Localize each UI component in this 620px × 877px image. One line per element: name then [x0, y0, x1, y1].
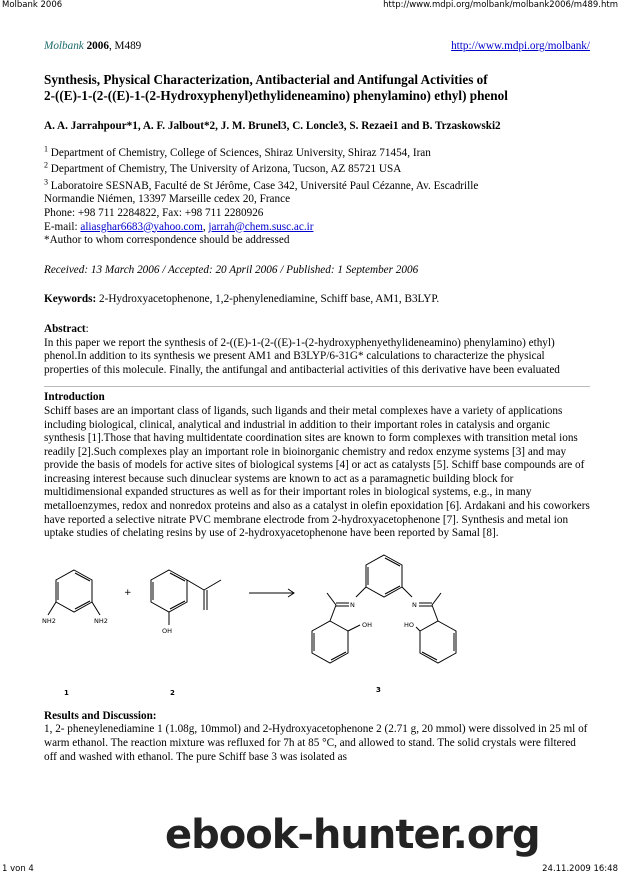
- contact-email: E-mail: aliasghar6683@yahoo.com, jarrah@chem.susc.ac.ir: [44, 220, 314, 233]
- compound-label-1: 1: [64, 688, 69, 697]
- plus-sign: +: [124, 587, 132, 598]
- oh-label: OH: [162, 626, 173, 635]
- ho-label-product: HO: [404, 620, 415, 629]
- browser-header-title: Molbank 2006: [2, 0, 63, 10]
- results-heading: Results and Discussion:: [44, 709, 157, 722]
- article-dates: Received: 13 March 2006 / Accepted: 20 April 2006 / Published: 1 September 2006: [44, 263, 419, 276]
- oh-label-product: OH: [362, 620, 373, 629]
- authors: A. A. Jarrahpour*1, A. F. Jalbout*2, J. M. Brunel3, C. Loncle3, S. Rezaei1 and B. Trzaskowski2: [44, 120, 501, 132]
- browser-footer-page: 1 von 4: [2, 864, 34, 874]
- introduction-text: Schiff bases are an important class of ligands, such ligands and their metal complexes have a variety of applications including biological, clinical, analytical and industrial in addition to their important roles in catalysis and organic synthesis [1].Those that having multidentate coordination sites are known to form complexes with transition metal ions readily [2].Such complexes play an important role in bioinorganic chemistry and redox enzyme systems [3] and may provide the basis of models for active sites of biological systems [4] or act as catalysts [5]. Schiff base compounds are of increasing interest because such dinuclear systems are known to act as a paramagnetic building block for multidimensional expanded structures as well as for their important roles in biological systems, e.g., in many metalloenzymes, redox and nonredox proteins and also as a catalyst in olefin epoxidation [6]. Ardakani and his coworkers have reported a selective nitrate PVC membrane electrode from 2-hydroxyacetophenone [7]. Synthesis and metal ion uptake studies of chelating resins by use of 2-hydroxyacetophenone have been reported by Samal [8].: [44, 404, 590, 540]
- reaction-scheme-drawing: [44, 555, 590, 705]
- browser-footer-timestamp: 24.11.2009 16:48: [542, 864, 618, 874]
- title-line-1: Synthesis, Physical Characterization, Antibacterial and Antifungal Activities of: [44, 72, 488, 87]
- introduction-heading: Introduction: [44, 391, 105, 404]
- email-link-1[interactable]: aliasghar6683@yahoo.com: [80, 220, 203, 233]
- abstract-heading: Abstract:: [44, 322, 89, 335]
- section-divider: [44, 386, 590, 387]
- article: [44, 40, 590, 764]
- abstract-text: In this paper we report the synthesis of 2-((E)-1-(2-((E)-1-(2-hydroxyphenyethylideneamino) phenylamino) ethyl) phenol.In addition to its synthesis we present AM1 and B3LYP/6-31G* calculations to characterize the physical properties of this molecule. Finally, the antifungal and antibacterial activities of this derivative have been evaluated: [44, 336, 560, 376]
- title-line-2: 2-((E)-1-(2-((E)-1-(2-Hydroxyphenyl)ethylideneamino) phenylamino) ethyl) phenol: [44, 88, 508, 103]
- nh2-label-right: NH2: [94, 616, 108, 625]
- contact-phone: Phone: +98 711 2284822, Fax: +98 711 2280926: [44, 206, 264, 219]
- affiliation-2: $^2$ Department of Chemistry, The University of Arizona, Tucson, AZ 85721 USA: [44, 160, 402, 176]
- n-label-left: N: [350, 600, 355, 609]
- watermark: ebook-hunter.org: [165, 812, 540, 858]
- journal-url-link[interactable]: http://www.mdpi.org/molbank/: [451, 40, 590, 52]
- keywords: Keywords: 2-Hydroxyacetophenone, 1,2-phenylenediamine, Schiff base, AM1, B3LYP.: [44, 293, 440, 306]
- browser-header-url: http://www.mdpi.org/molbank/molbank2006/m489.htm: [383, 0, 618, 10]
- journal-year: 2006: [86, 40, 109, 52]
- journal-name: Molbank: [44, 40, 84, 52]
- article-number: , M489: [108, 40, 142, 52]
- compound-label-3: 3: [376, 685, 381, 694]
- journal-line: [44, 40, 590, 54]
- results-text: 1, 2- pheneylenediamine 1 (1.08g, 10mmol) and 2-Hydroxyacetophenone 2 (2.71 g, 20 mmol) were dissolved in 25 ml of warm ethanol. The reaction mixture was refluxed for 7h at 85 °C, and allowed to stand. The solid crystals were filtered off and washed with ethanol. The pure Schiff base 3 was isolated as: [44, 723, 588, 763]
- affiliations: [44, 143, 590, 248]
- affiliation-3: $^3$ Laboratoire SESNAB, Faculté de St Jérôme, Case 342, Université Paul Cézanne, Av. Escadrille Normandie Niémen, 13397 Marseille cedex 20, France: [44, 177, 479, 206]
- correspondence-note: *Author to whom correspondence should be addressed: [44, 234, 290, 247]
- affiliation-1: $^1$ Department of Chemistry, College of Sciences, Shiraz University, Shiraz 71454, Iran: [44, 143, 431, 159]
- article-title: [44, 72, 590, 104]
- n-label-right: N: [412, 600, 417, 609]
- reaction-scheme: [44, 555, 590, 710]
- nh2-label-left: NH2: [42, 616, 56, 625]
- email-link-2[interactable]: jarrah@chem.susc.ac.ir: [208, 220, 314, 233]
- compound-label-2: 2: [170, 688, 175, 697]
